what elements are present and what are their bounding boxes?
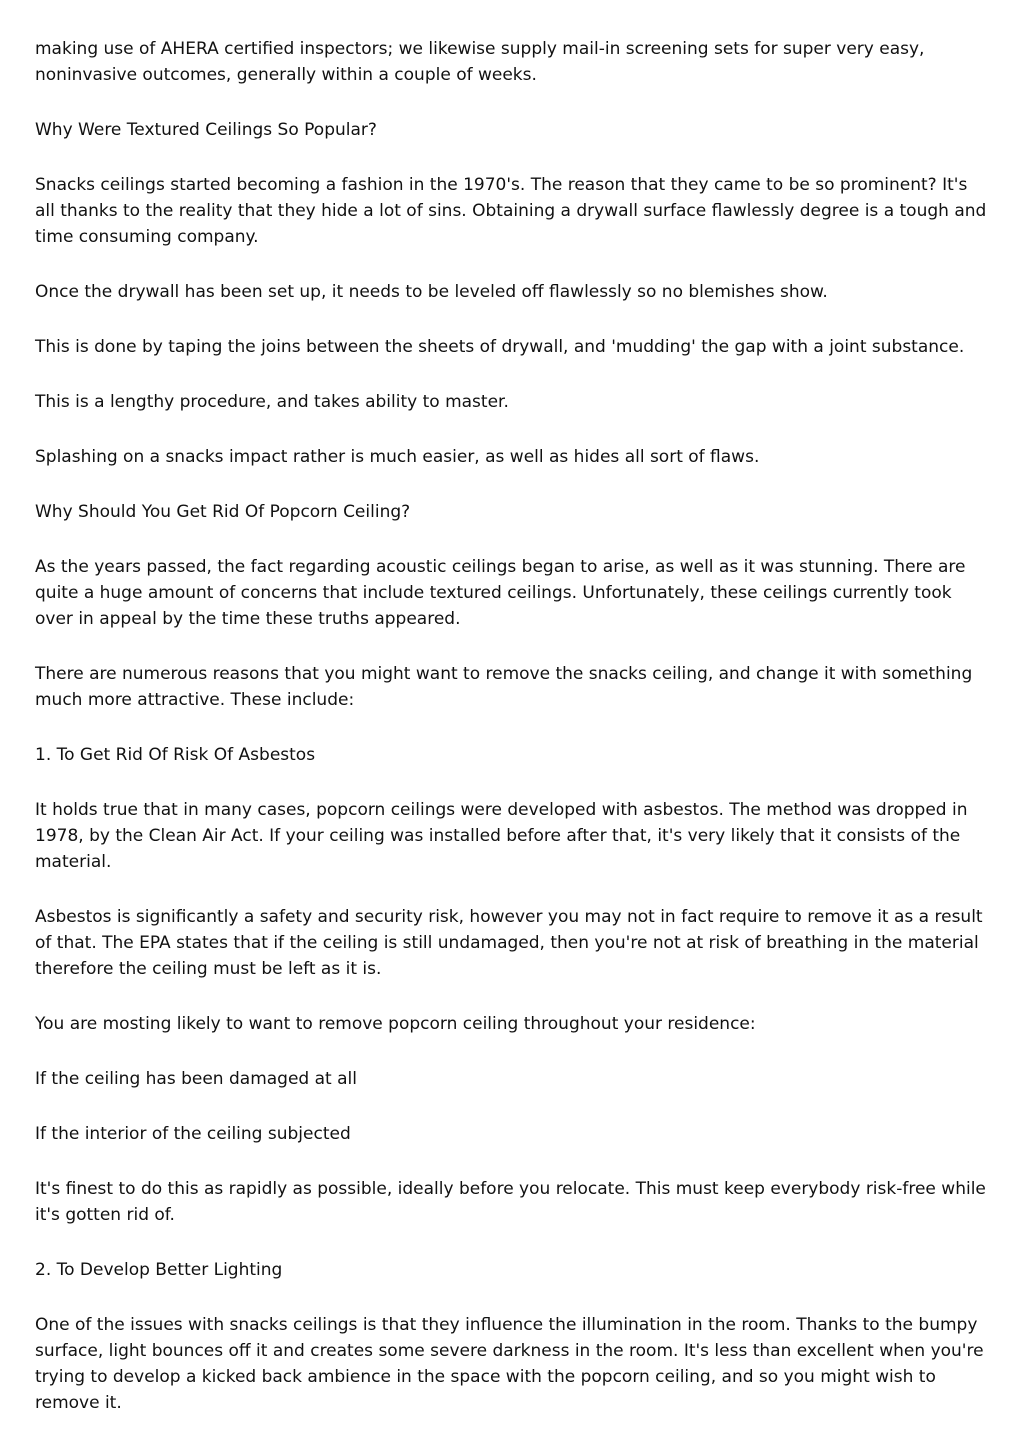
heading-reason-lighting: 2. To Develop Better Lighting bbox=[35, 1260, 283, 1280]
paragraph-when-remove: You are mosting likely to want to remove popcorn ceiling throughout your residence: bbox=[35, 1014, 756, 1034]
heading-why-remove: Why Should You Get Rid Of Popcorn Ceiling? bbox=[35, 502, 411, 522]
paragraph-drywall-leveled: Once the drywall has been set up, it needs to be leveled off flawlessly so no blemishes show. bbox=[35, 282, 828, 302]
paragraph-taping-joins: This is done by taping the joins between the sheets of drywall, and 'mudding' the gap with a joint substance. bbox=[35, 337, 965, 357]
paragraph-splashing: Splashing on a snacks impact rather is much easier, as well as hides all sort of flaws. bbox=[35, 447, 760, 467]
paragraph-acoustic-truth: As the years passed, the fact regarding acoustic ceilings began to arise, as well as it was stunning. There are quite a huge amount of concerns that include textured ceilings. Unfortunately, these ceilings currently took over in appeal by the time these truths appeared. bbox=[35, 557, 966, 629]
paragraph-rapid-removal: It's finest to do this as rapidly as possible, ideally before you relocate. This must keep everybody risk-free while it's gotten rid of. bbox=[35, 1179, 986, 1225]
heading-why-popular: Why Were Textured Ceilings So Popular? bbox=[35, 120, 377, 140]
paragraph-lighting-issues: One of the issues with snacks ceilings is that they influence the illumination in the room. Thanks to the bumpy surface, light bounces off it and creates some severe darkness in the room. It's less than excellent when you're trying to develop a kicked back ambience in the space with the popcorn ceiling, and so you might wish to remove it. bbox=[35, 1315, 984, 1413]
heading-reason-asbestos: 1. To Get Rid Of Risk Of Asbestos bbox=[35, 745, 316, 765]
paragraph-asbestos-risk: Asbestos is significantly a safety and security risk, however you may not in fact require to remove it as a result of that. The EPA states that if the ceiling is still undamaged, then you're not at risk of breathing in the material therefore the ceiling must be left as it is. bbox=[35, 907, 983, 979]
paragraph-reasons-intro: There are numerous reasons that you might want to remove the snacks ceiling, and change it with something much more attractive. These include: bbox=[35, 664, 973, 710]
document-body bbox=[35, 36, 990, 1445]
list-item-damaged: If the ceiling has been damaged at all bbox=[35, 1069, 357, 1089]
list-item-interior-exposed: If the interior of the ceiling subjected bbox=[35, 1124, 351, 1144]
paragraph-asbestos-history: It holds true that in many cases, popcorn ceilings were developed with asbestos. The method was dropped in 1978, by the Clean Air Act. If your ceiling was installed before after that, it's very likely that it consists of the material. bbox=[35, 800, 968, 872]
paragraph-inspectors: making use of AHERA certified inspectors; we likewise supply mail-in screening sets for super very easy, noninvasive outcomes, generally within a couple of weeks. bbox=[35, 39, 925, 85]
paragraph-lengthy-procedure: This is a lengthy procedure, and takes ability to master. bbox=[35, 392, 509, 412]
paragraph-snacks-fashion: Snacks ceilings started becoming a fashion in the 1970's. The reason that they came to be so prominent? It's all thanks to the reality that they hide a lot of sins. Obtaining a drywall surface flawlessly degree is a tough and time consuming company. bbox=[35, 175, 987, 247]
